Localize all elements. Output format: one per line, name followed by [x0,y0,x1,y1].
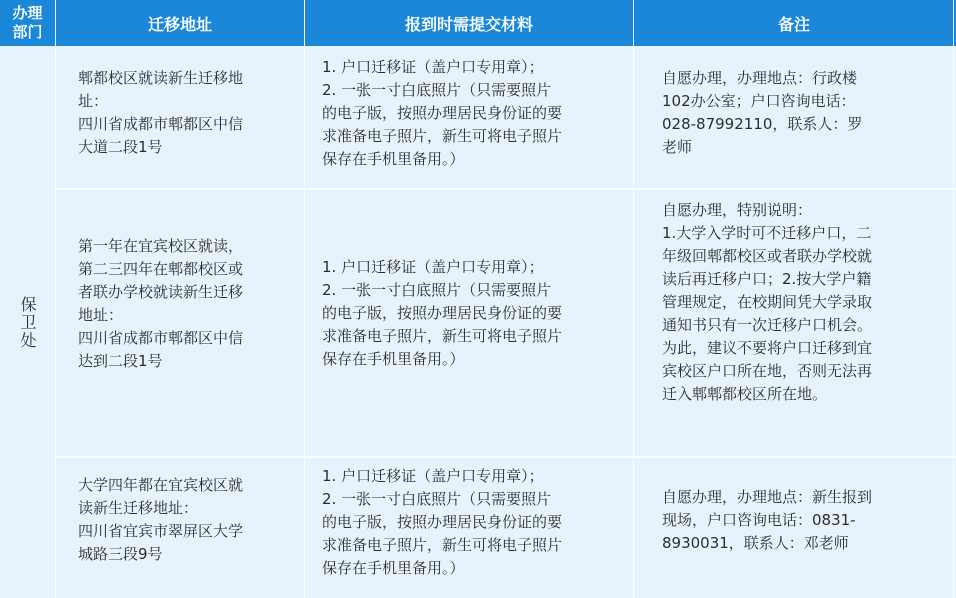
row-divider [56,188,956,190]
header-department-line2: 部门 [12,23,43,41]
column-divider [55,0,56,598]
column-divider [953,0,954,598]
row3-remarks: 自愿办理，办理地点：新生报到 现场，户口咨询电话：0831- 8930031，联系人：邓老师 [662,488,873,552]
department-cell [0,47,55,598]
column-divider [304,0,305,598]
header-address: 迁移地址 [147,14,212,34]
row-divider [56,456,956,458]
department-name: 保卫处 [18,295,37,350]
row1-remarks: 自愿办理，办理地点：行政楼 102办公室；户口咨询电话： 028-87992110，联系人：罗 老师 [662,69,863,156]
header-remarks: 备注 [777,14,810,34]
row2-remarks: 自愿办理，特别说明： 1.大学入学时可不迁移户口，二 年级回郫都校区或者联办学校就 读后再迁移户口；2.按大学户籍 管理规定，在校期间凭大学录取 通知书只有一次迁移户口机会。 为此，建议不要将户口迁移到宜 宾校区户口所在地，否则无法再 迁入郫郫都校区所在地。 [662,201,873,403]
row1-materials: 1. 户口迁移证（盖户口专用章）； 2. 一张一寸白底照片（只需要照片 的电子版，按照办理居民身份证的要 求准备电子照片，新生可将电子照片 保存在手机里备用。） [322,58,563,168]
row2-materials: 1. 户口迁移证（盖户口专用章）； 2. 一张一寸白底照片（只需要照片 的电子版，按照办理居民身份证的要 求准备电子照片，新生可将电子照片 保存在手机里备用。） [322,258,563,368]
row2-address: 第一年在宜宾校区就读， 第二三四年在郫都校区或 者联办学校就读新生迁移 地址： 四川省成都市郫都区中信 达到二段1号 [78,237,244,370]
row1-address: 郫都校区就读新生迁移地 址： 四川省成都市郫都区中信 大道二段1号 [78,69,244,156]
row3-address: 大学四年都在宜宾校区就 读新生迁移地址： 四川省宜宾市翠屏区大学 城路三段9号 [78,476,244,563]
row3-materials: 1. 户口迁移证（盖户口专用章）； 2. 一张一寸白底照片（只需要照片 的电子版，按照办理居民身份证的要 求准备电子照片，新生可将电子照片 保存在手机里备用。） [322,467,563,577]
header-materials: 报到时需提交材料 [404,14,533,34]
header-department-line1: 办理 [12,4,43,22]
column-divider [633,0,634,598]
header-department [0,0,55,46]
table-header [0,0,956,46]
